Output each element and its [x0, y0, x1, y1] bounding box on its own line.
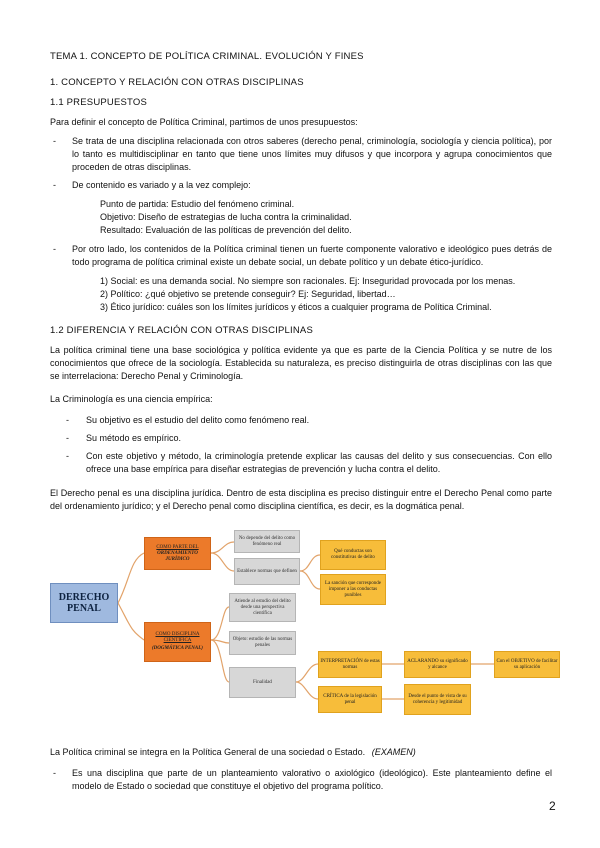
ordenamiento-juridico-box	[144, 537, 211, 570]
subsection-heading-1-2: 1.2 DIFERENCIA Y RELACIÓN CON OTRAS DISCIPLINAS	[50, 325, 313, 336]
politica-criminal-item: Es una disciplina que parte de un planteamiento valorativo o axiológico (ideológico). Este planteamiento define el modelo de Estado o sociedad que constituye el objetivo del programa político.	[72, 768, 552, 791]
dogmatica-label: (DOGMÁTICA PENAL)	[152, 646, 203, 651]
que-conductas-box: Qué conductas son constitutivas de delito	[320, 540, 386, 570]
derecho-penal-paragraph: El Derecho penal es una disciplina jurídica. Dentro de esta disciplina es preciso distinguir entre el Derecho Penal como parte del ordenamiento jurídico; y el Derecho penal como disciplina científica, es decir, es la dogmática penal.	[50, 488, 552, 511]
bullet-dash: -	[66, 433, 69, 443]
no-depende-box: No depende del delito como fenómeno real	[234, 530, 300, 553]
section-heading-1: 1. CONCEPTO Y RELACIÓN CON OTRAS DISCIPLINAS	[50, 77, 304, 88]
examen-tag: (EXAMEN)	[371, 747, 416, 757]
bullet-multidisciplinar: Se trata de una disciplina relacionada con otros saberes (derecho penal, criminología, sociología y ciencia política), por lo tanto es multidisciplinar en tanto que tiene unos límites muy difusos y que incorpora y agrupa conocimientos que proceden de otras disciplinas.	[72, 136, 552, 172]
intro-paragraph: Para definir el concepto de Política Criminal, partimos de unos presupuestos:	[50, 117, 358, 127]
bullet-dash: -	[53, 136, 56, 146]
content-item: Punto de partida: Estudio del fenómeno criminal.	[100, 199, 295, 209]
critica-box: CRÍTICA de la legislación penal	[318, 686, 382, 713]
content-item: Objetivo: Diseño de estrategias de lucha contra la criminalidad.	[100, 212, 352, 222]
criminologia-item: Su objetivo es el estudio del delito como fenómeno real.	[86, 415, 310, 425]
bullet-contenido: De contenido es variado y a la vez complejo:	[72, 180, 251, 190]
ordenamiento-label: COMO PARTE DEL	[156, 544, 199, 550]
debate-item: 1) Social: es una demanda social. No siempre son racionales. Ej: Inseguridad provocada por los menas.	[100, 276, 516, 286]
cientifica-label: COMO DISCIPLINA CIENTÍFICA	[155, 632, 200, 643]
disciplina-cientifica-box	[144, 622, 211, 662]
bullet-dash: -	[66, 451, 69, 461]
objetivo-box: Con el OBJETIVO de facilitar su aplicación	[494, 651, 560, 678]
aclarando-box: ACLARANDO su significado y alcance	[404, 651, 471, 678]
ordenamiento-label-italic: ORDENAMIENTO JURÍDICO	[157, 550, 198, 562]
atiende-box: Atiende al estudio del delito desde una perspectiva científica	[229, 593, 296, 622]
subsection-heading-1-1: 1.1 PRESUPUESTOS	[50, 97, 148, 108]
derecho-penal-root: DERECHO PENAL	[50, 583, 118, 623]
debate-item: 3) Ético jurídico: cuáles son los límites jurídicos y éticos a cualquier programa de Política Criminal.	[100, 302, 492, 312]
bullet-dash: -	[53, 768, 56, 778]
page-number: 2	[549, 799, 556, 813]
paragraph-diferencia: La política criminal tiene una base sociológica y política evidente ya que es parte de la Ciencia Política y se nutre de los conocimientos que ofrece de la sociología. Establecida su naturaleza, es preciso distinguirla de otras disciplinas con las que se interrelaciona: Derecho Penal y Criminología.	[50, 345, 552, 381]
document-title: TEMA 1. CONCEPTO DE POLÍTICA CRIMINAL. EVOLUCIÓN Y FINES	[50, 51, 364, 62]
sancion-box: La sanción que corresponde imponer a las conductas punibles	[320, 574, 386, 605]
politica-general-text: La Política criminal se integra en la Política General de una sociedad o Estado.	[50, 747, 366, 757]
punto-de-vista-box: Desde el punto de vista de su coherencia y legitimidad	[404, 684, 471, 715]
debate-item: 2) Político: ¿qué objetivo se pretende conseguir? Ej: Seguridad, libertad…	[100, 289, 396, 299]
criminologia-intro: La Criminología es una ciencia empírica:	[50, 394, 213, 404]
interpretacion-box: INTERPRETACIÓN de estas normas	[318, 651, 382, 678]
bullet-dash: -	[53, 244, 56, 254]
politica-criminal-paragraph	[50, 746, 416, 759]
content-item: Resultado: Evaluación de las políticas de prevención del delito.	[100, 225, 352, 235]
criminologia-item: Su método es empírico.	[86, 433, 182, 443]
bullet-dash: -	[66, 415, 69, 425]
bullet-dash: -	[53, 180, 56, 190]
finalidad-box: Finalidad	[229, 667, 296, 698]
objeto-box: Objeto: estudio de las normas penales	[229, 631, 296, 655]
criminologia-item: Con este objetivo y método, la criminología pretende explicar las causas del delito y sus consecuencias. Con ello ofrece una base empírica para diseñar estrategias de prevención y lucha contra el delito.	[86, 451, 552, 474]
establece-normas-box: Establece normas que definen	[234, 558, 300, 585]
bullet-valorativo: Por otro lado, los contenidos de la Política criminal tienen un fuerte componente valorativo e ideológico pues detrás de todo programa de política criminal existe un debate social, un debate político y un debate ético-jurídico.	[72, 244, 552, 267]
